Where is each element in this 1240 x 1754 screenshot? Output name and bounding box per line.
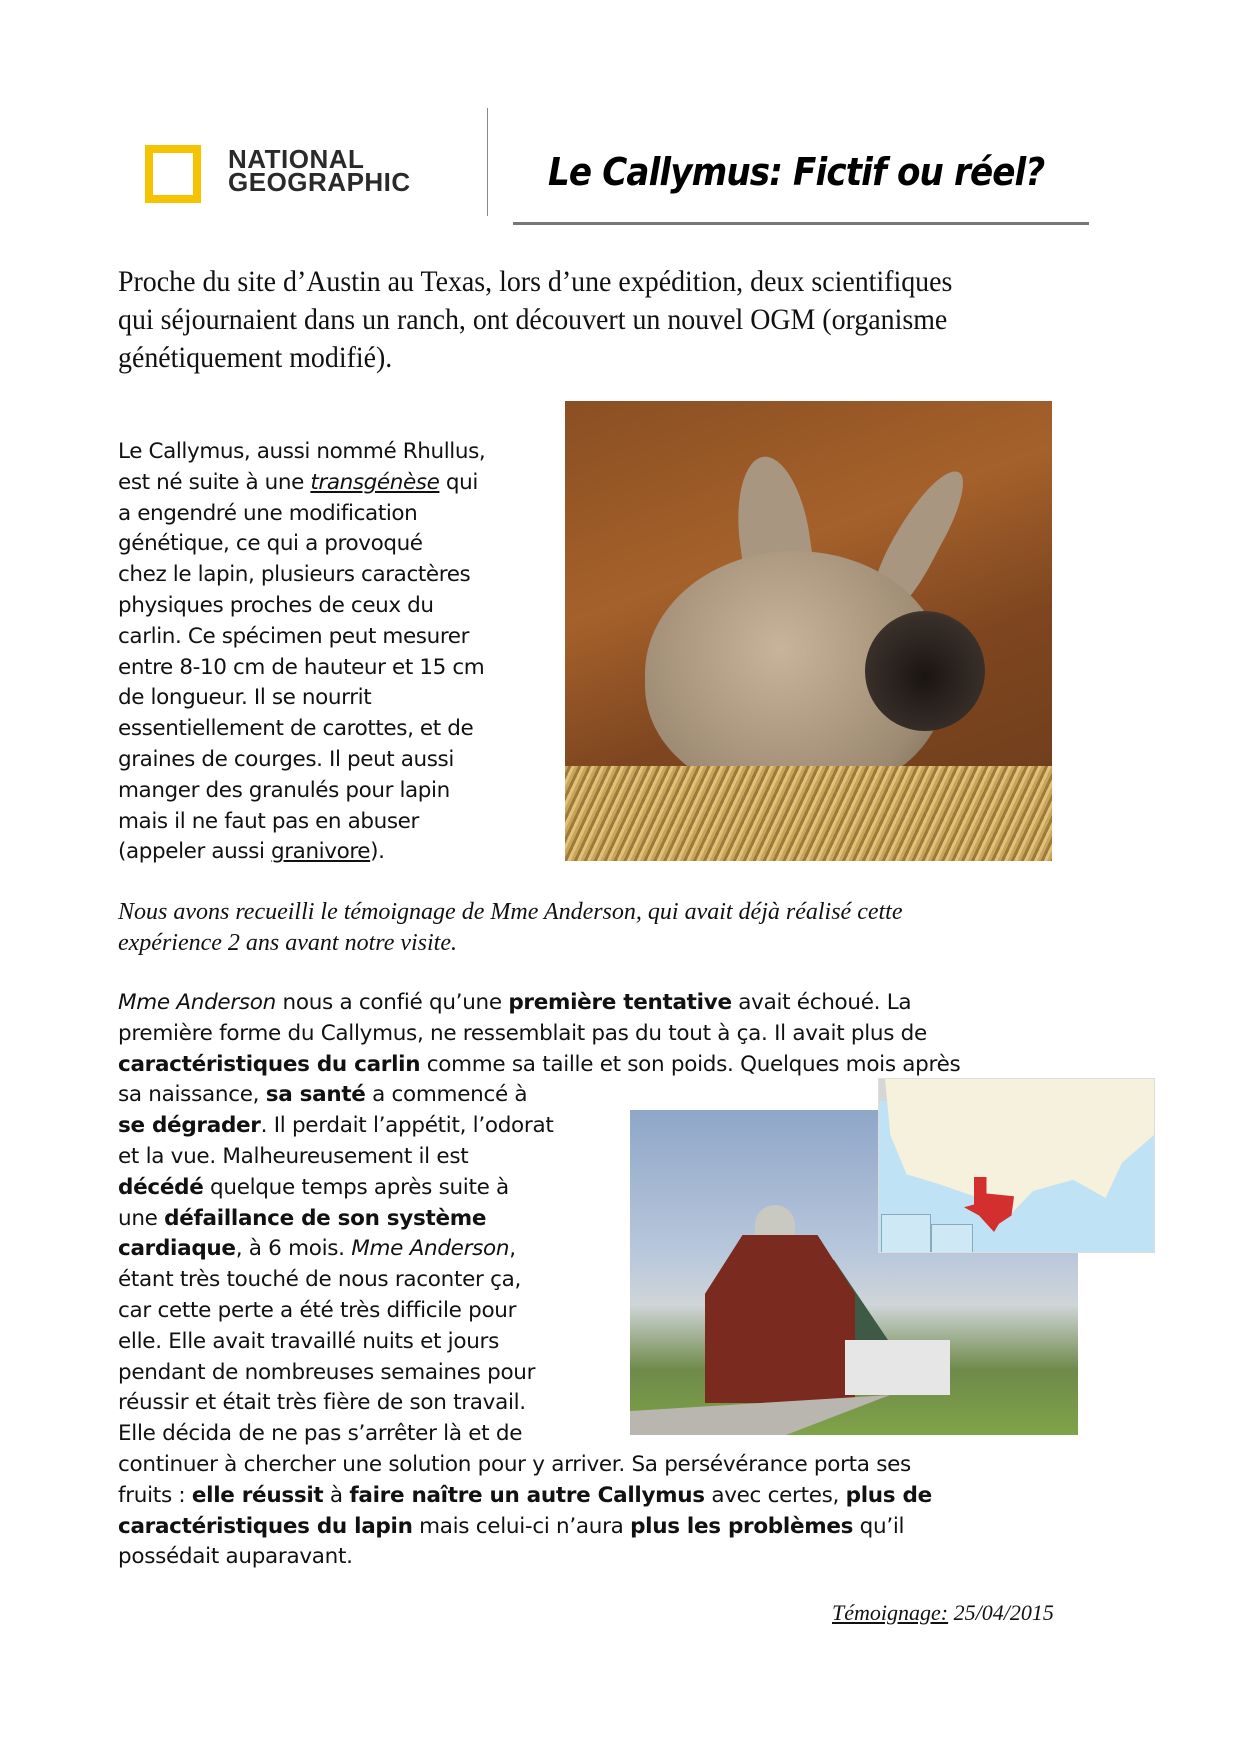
text-line: [118, 988, 1078, 1019]
page-title: Le Callymus: Fictif ou réel?: [548, 150, 1045, 194]
intro-line: qui séjournaient dans un ranch, ont découvert un nouvel OGM (organisme: [118, 303, 948, 336]
text-line: a engendré une modification: [118, 500, 418, 526]
text-line: [118, 837, 558, 868]
text-span: . Il perdait l’appétit, l’odorat: [260, 1113, 554, 1139]
text-span: cardiaque: [118, 1236, 236, 1262]
signature-label: Témoignage:: [832, 1600, 949, 1625]
text-line: carlin. Ce spécimen peut mesurer: [118, 623, 470, 649]
text-span: nous a confié qu’une: [276, 990, 509, 1015]
text-span: quelque temps après suite à: [203, 1174, 509, 1200]
text-span: défaillance de son système: [164, 1205, 487, 1231]
text-line: de longueur. Il se nourrit: [118, 685, 372, 711]
text-span: sa santé: [265, 1082, 366, 1108]
text-line: [118, 468, 558, 499]
text-span: comme sa taille et son poids. Quelques mois après: [420, 1051, 961, 1077]
intro-line: génétiquement modifié).: [118, 341, 393, 374]
straw-bedding: [565, 766, 1052, 861]
text-line: car cette perte a été très difficile pour: [118, 1297, 517, 1323]
text-line: génétique, ce qui a provoqué: [118, 531, 423, 557]
text-span: Mme Anderson: [351, 1236, 510, 1262]
hawaii-inset: [931, 1224, 973, 1253]
text-line: elle. Elle avait travaillé nuits et jours: [118, 1328, 499, 1354]
text-line: graines de courges. Il peut aussi: [118, 746, 454, 772]
usa-land: [885, 1079, 1154, 1219]
text-span: (appeler aussi: [118, 839, 271, 865]
text-span: avec certes,: [704, 1482, 846, 1508]
logo-line-2: GEOGRAPHIC: [228, 167, 411, 197]
description-paragraph: [118, 437, 558, 868]
text-line: étant très touché de nous raconter ça,: [118, 1267, 522, 1293]
text-line: [118, 1050, 1078, 1081]
text-span: caractéristiques du lapin: [118, 1513, 413, 1539]
text-span: qu’il: [853, 1513, 905, 1539]
text-span: a commencé à: [365, 1082, 528, 1108]
text-span: caractéristiques du carlin: [118, 1051, 421, 1077]
text-span: ).: [370, 839, 385, 865]
granivore-link[interactable]: granivore: [270, 839, 371, 865]
text-line: physiques proches de ceux du: [118, 592, 434, 618]
text-span: à: [323, 1482, 350, 1508]
text-span: , à 6 mois.: [235, 1236, 352, 1262]
quote-line: expérience 2 ans avant notre visite.: [118, 930, 457, 956]
text-span: plus de: [845, 1482, 932, 1508]
intro-line: Proche du site d’Austin au Texas, lors d’une expédition, deux scientifiques: [118, 265, 953, 298]
text-line: [118, 1481, 1078, 1512]
text-line: [118, 1512, 1078, 1543]
text-span: première tentative: [508, 990, 732, 1015]
signature-date: 25/04/2015: [948, 1600, 1054, 1625]
header-divider: [487, 108, 488, 216]
testimony-signature: [832, 1600, 1054, 1626]
text-line: entre 8-10 cm de hauteur et 15 cm: [118, 654, 485, 680]
text-span: une: [118, 1205, 165, 1231]
text-span: faire naître un autre Callymus: [349, 1482, 705, 1508]
text-span: qui: [439, 469, 478, 495]
text-span: se dégrader: [118, 1113, 261, 1139]
text-line: Elle décida de ne pas s’arrêter là et de: [118, 1421, 523, 1447]
text-line: continuer à chercher une solution pour y arriver. Sa persévérance porta ses: [118, 1451, 911, 1477]
text-span: est né suite à une: [118, 469, 311, 495]
text-span: décédé: [118, 1174, 204, 1200]
text-span: Mme Anderson: [118, 990, 276, 1015]
text-line: et la vue. Malheureusement il est: [118, 1143, 469, 1169]
callymus-rabbit-photo: [565, 401, 1052, 861]
text-line: possédait auparavant.: [118, 1544, 353, 1570]
text-line: chez le lapin, plusieurs caractères: [118, 562, 471, 588]
text-line: Le Callymus, aussi nommé Rhullus,: [118, 439, 486, 464]
text-line: première forme du Callymus, ne ressemblait pas du tout à ça. Il avait plus de: [118, 1020, 927, 1046]
intro-paragraph: [118, 263, 1048, 377]
red-barn: [705, 1235, 855, 1403]
title-underline: [513, 222, 1089, 225]
logo-wordmark: [228, 144, 411, 197]
text-line: mais il ne faut pas en abuser: [118, 808, 419, 834]
text-span: mais celui-ci n’aura: [412, 1513, 631, 1539]
text-line: pendant de nombreuses semaines pour: [118, 1359, 536, 1385]
text-line: réussir et était très fière de son travail.: [118, 1390, 526, 1416]
usa-map-texas: [878, 1078, 1155, 1253]
quote-line: Nous avons recueilli le témoignage de Mme Anderson, qui avait déjà réalisé cette: [118, 899, 903, 925]
text-span: plus les problèmes: [630, 1513, 854, 1539]
text-span: fruits :: [118, 1482, 192, 1508]
text-span: ,: [509, 1236, 516, 1262]
text-span: elle réussit: [191, 1482, 324, 1508]
white-shed: [845, 1340, 950, 1395]
alaska-inset: [881, 1214, 931, 1253]
text-span: avait échoué. La: [731, 990, 912, 1015]
text-line: manger des granulés pour lapin: [118, 777, 450, 803]
transgenese-link[interactable]: transgénèse: [310, 469, 440, 495]
logo-line-1: NATIONAL: [228, 144, 365, 174]
national-geographic-logo-icon: [145, 145, 201, 203]
text-span: sa naissance,: [118, 1082, 266, 1108]
testimony-intro-quote: [118, 897, 903, 959]
text-line: essentiellement de carottes, et de: [118, 716, 474, 742]
pug-face: [865, 611, 985, 731]
